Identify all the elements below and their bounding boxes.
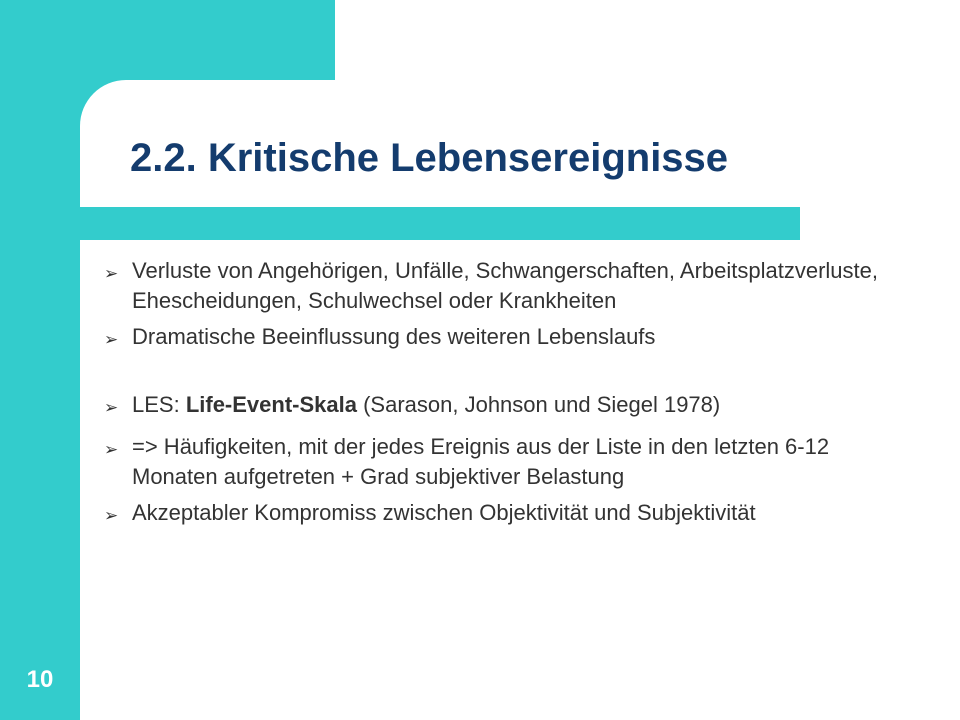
bullet-item (100, 498, 900, 528)
bullet-text-bold: Life-Event-Skala (185, 392, 357, 417)
title-underline-bar (80, 207, 800, 240)
bullet-item (100, 390, 900, 420)
slide-title: 2.2. Kritische Lebensereignisse (130, 136, 729, 180)
bullet-text-prefix: LES: (132, 392, 186, 417)
bullet-text: => Häufigkeiten, mit der jedes Ereignis aus der Liste in den letzten 6-12 Monaten aufgetreten + Grad subjektiver Belastung (132, 434, 830, 489)
bullet-item (100, 322, 900, 352)
bullet-text: Akzeptabler Kompromiss zwischen Objektivität und Subjektivität (132, 500, 756, 525)
bullet-text-suffix: (Sarason, Johnson und Siegel 1978) (356, 392, 721, 417)
bullet-item (100, 256, 900, 316)
accent-top-band (0, 0, 335, 80)
bullet-text: Dramatische Beeinflussung des weiteren Lebenslaufs (132, 324, 656, 349)
bullet-item (100, 432, 900, 492)
bullet-text: Verluste von Angehörigen, Unfälle, Schwangerschaften, Arbeitsplatzverluste, Ehescheidungen, Schulwechsel oder Krankheiten (132, 258, 879, 313)
page-number: 10 (26, 666, 54, 693)
arrow-right-icon: ➢ (104, 440, 119, 459)
bullet-list (100, 256, 900, 528)
arrow-right-icon: ➢ (104, 330, 119, 349)
accent-sidebar (0, 0, 80, 720)
arrow-right-icon: ➢ (104, 264, 119, 283)
arrow-right-icon: ➢ (104, 506, 119, 525)
arrow-right-icon: ➢ (104, 398, 119, 417)
